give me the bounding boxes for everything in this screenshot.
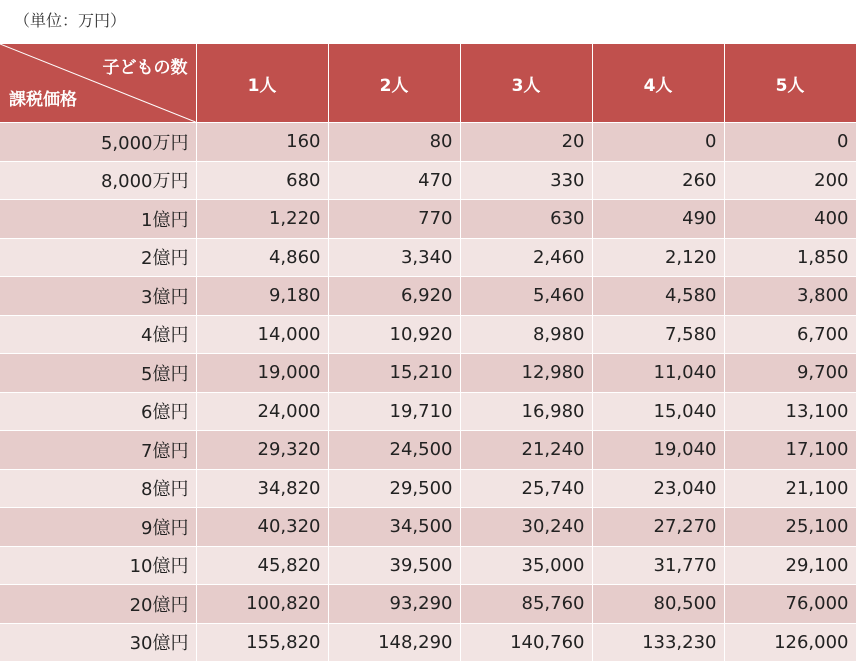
tax-amount-cell: 45,820	[196, 546, 328, 585]
tax-amount-cell: 29,100	[724, 546, 856, 585]
tax-amount-cell: 21,100	[724, 469, 856, 508]
tax-amount-cell: 155,820	[196, 623, 328, 661]
tax-amount-cell: 0	[592, 123, 724, 162]
tax-amount-cell: 80,500	[592, 585, 724, 624]
row-label-taxable-value: 2億円	[0, 238, 196, 277]
table-row	[0, 200, 856, 239]
row-label-taxable-value: 8,000万円	[0, 161, 196, 200]
table-row	[0, 123, 856, 162]
tax-amount-cell: 16,980	[460, 392, 592, 431]
row-label-taxable-value: 7億円	[0, 431, 196, 470]
row-label-taxable-value: 8億円	[0, 469, 196, 508]
row-label-taxable-value: 20億円	[0, 585, 196, 624]
tax-amount-cell: 23,040	[592, 469, 724, 508]
tax-amount-cell: 25,100	[724, 508, 856, 547]
tax-amount-cell: 470	[328, 161, 460, 200]
tax-amount-cell: 29,320	[196, 431, 328, 470]
column-header-4: 4人	[592, 44, 724, 123]
table-row	[0, 354, 856, 393]
row-label-taxable-value: 10億円	[0, 546, 196, 585]
row-label-taxable-value: 3億円	[0, 277, 196, 316]
tax-amount-cell: 126,000	[724, 623, 856, 661]
tax-amount-cell: 1,850	[724, 238, 856, 277]
tax-amount-cell: 19,710	[328, 392, 460, 431]
tax-amount-cell: 2,460	[460, 238, 592, 277]
tax-amount-cell: 1,220	[196, 200, 328, 239]
tax-amount-cell: 5,460	[460, 277, 592, 316]
column-header-5: 5人	[724, 44, 856, 123]
tax-amount-cell: 160	[196, 123, 328, 162]
tax-amount-cell: 19,000	[196, 354, 328, 393]
tax-amount-cell: 260	[592, 161, 724, 200]
table-row	[0, 431, 856, 470]
tax-amount-cell: 680	[196, 161, 328, 200]
tax-amount-cell: 19,040	[592, 431, 724, 470]
tax-amount-cell: 21,240	[460, 431, 592, 470]
tax-amount-cell: 30,240	[460, 508, 592, 547]
row-label-taxable-value: 30億円	[0, 623, 196, 661]
tax-amount-cell: 9,700	[724, 354, 856, 393]
tax-amount-cell: 17,100	[724, 431, 856, 470]
tax-amount-cell: 7,580	[592, 315, 724, 354]
row-label-taxable-value: 9億円	[0, 508, 196, 547]
tax-amount-cell: 2,120	[592, 238, 724, 277]
tax-amount-cell: 3,340	[328, 238, 460, 277]
unit-note: （単位：万円）	[14, 10, 126, 32]
row-label-taxable-value: 1億円	[0, 200, 196, 239]
tax-amount-cell: 400	[724, 200, 856, 239]
tax-amount-cell: 40,320	[196, 508, 328, 547]
tax-amount-cell: 15,210	[328, 354, 460, 393]
tax-amount-cell: 6,920	[328, 277, 460, 316]
table-header	[0, 44, 856, 123]
tax-amount-cell: 34,500	[328, 508, 460, 547]
tax-amount-cell: 29,500	[328, 469, 460, 508]
tax-amount-cell: 11,040	[592, 354, 724, 393]
tax-amount-cell: 15,040	[592, 392, 724, 431]
tax-amount-cell: 80	[328, 123, 460, 162]
tax-amount-cell: 93,290	[328, 585, 460, 624]
tax-amount-cell: 27,270	[592, 508, 724, 547]
tax-amount-cell: 85,760	[460, 585, 592, 624]
table-row	[0, 469, 856, 508]
table-row	[0, 238, 856, 277]
row-label-taxable-value: 5,000万円	[0, 123, 196, 162]
tax-amount-cell: 330	[460, 161, 592, 200]
row-label-taxable-value: 4億円	[0, 315, 196, 354]
table-row	[0, 161, 856, 200]
table-row	[0, 392, 856, 431]
tax-amount-cell: 25,740	[460, 469, 592, 508]
column-header-2: 2人	[328, 44, 460, 123]
tax-amount-cell: 34,820	[196, 469, 328, 508]
column-header-1: 1人	[196, 44, 328, 123]
row-label-taxable-value: 5億円	[0, 354, 196, 393]
tax-amount-cell: 8,980	[460, 315, 592, 354]
tax-amount-cell: 100,820	[196, 585, 328, 624]
tax-amount-cell: 31,770	[592, 546, 724, 585]
tax-amount-cell: 6,700	[724, 315, 856, 354]
row-label-taxable-value: 6億円	[0, 392, 196, 431]
tax-amount-cell: 200	[724, 161, 856, 200]
tax-amount-cell: 39,500	[328, 546, 460, 585]
tax-amount-cell: 4,580	[592, 277, 724, 316]
table-row	[0, 546, 856, 585]
column-header-3: 3人	[460, 44, 592, 123]
corner-label-taxable-value: 課税価格	[9, 85, 77, 110]
table-row	[0, 623, 856, 661]
tax-amount-cell: 12,980	[460, 354, 592, 393]
table-row	[0, 315, 856, 354]
corner-label-children-count: 子どもの数	[103, 53, 188, 78]
tax-amount-cell: 490	[592, 200, 724, 239]
header-row	[0, 44, 856, 123]
tax-amount-cell: 148,290	[328, 623, 460, 661]
tax-amount-cell: 13,100	[724, 392, 856, 431]
tax-amount-cell: 3,800	[724, 277, 856, 316]
tax-amount-cell: 35,000	[460, 546, 592, 585]
tax-amount-cell: 770	[328, 200, 460, 239]
table-row	[0, 277, 856, 316]
tax-amount-cell: 630	[460, 200, 592, 239]
table-row	[0, 585, 856, 624]
tax-amount-cell: 24,000	[196, 392, 328, 431]
tax-amount-cell: 14,000	[196, 315, 328, 354]
tax-amount-cell: 140,760	[460, 623, 592, 661]
tax-amount-cell: 76,000	[724, 585, 856, 624]
tax-amount-cell: 24,500	[328, 431, 460, 470]
inheritance-tax-table	[0, 44, 857, 661]
tax-amount-cell: 0	[724, 123, 856, 162]
table-row	[0, 508, 856, 547]
tax-amount-cell: 4,860	[196, 238, 328, 277]
tax-amount-cell: 10,920	[328, 315, 460, 354]
table-body	[0, 123, 856, 661]
tax-amount-cell: 133,230	[592, 623, 724, 661]
tax-amount-cell: 9,180	[196, 277, 328, 316]
tax-amount-cell: 20	[460, 123, 592, 162]
corner-header-cell	[0, 44, 196, 123]
